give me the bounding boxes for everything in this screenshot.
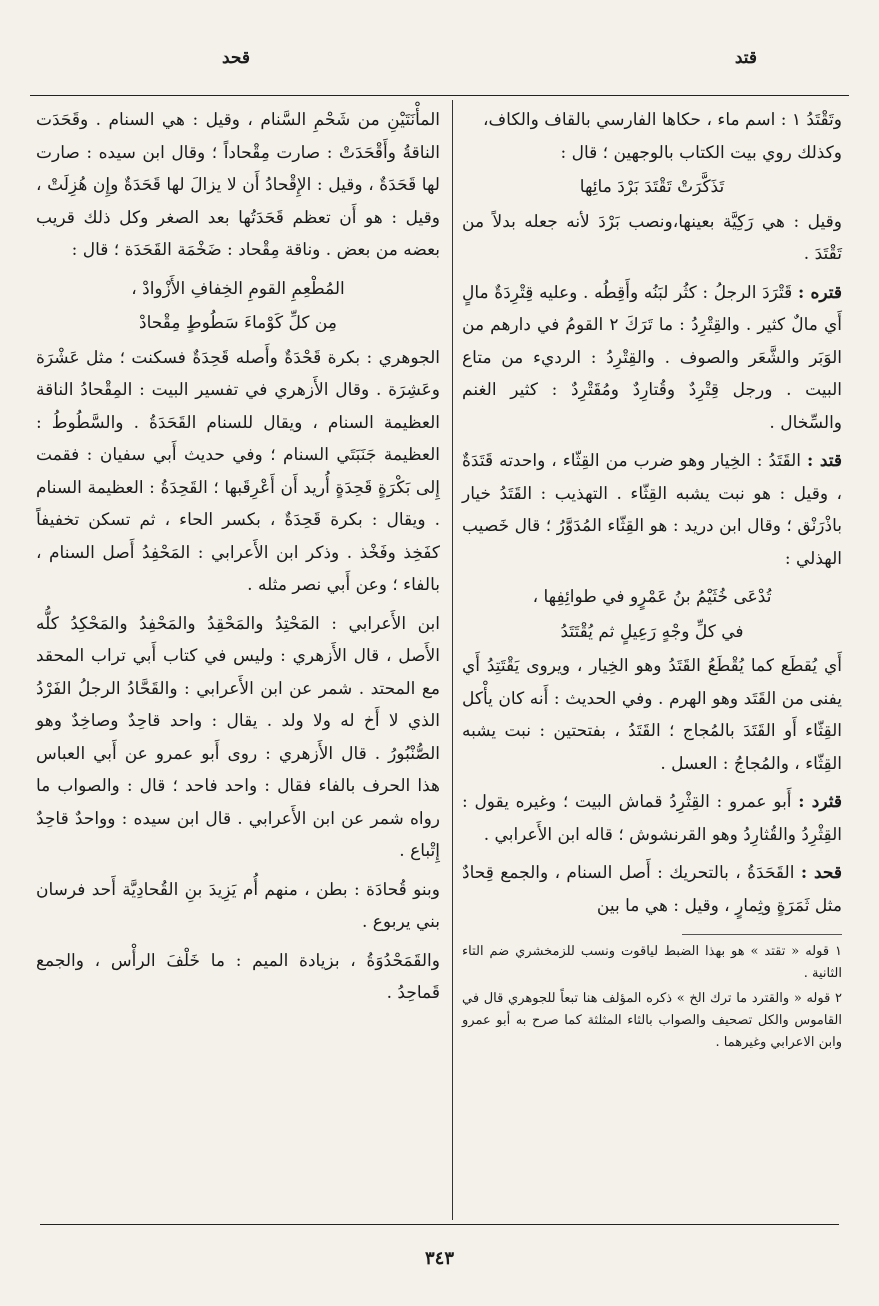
entry-body-qthrd: أَبو عمرو : القِثْرِدُ قماش البيت ؛ وغيره يقول : القِثْرِدُ والقُثارِدُ وهو القرنشوش ؛ قاله ابن الأَعرابي .: [462, 792, 842, 845]
banu-quhada-paragraph: وبنو قُحادَة : بطن ، منهم أُم يَزِيدَ بنِ القُحادِيَّة أَحد فرسان بني يربوع .: [36, 879, 440, 932]
bottom-rule: [40, 1224, 839, 1225]
right-column: [462, 104, 842, 1057]
ibn-arabi-paragraph: ابن الأَعرابي : المَحْتِدُ والمَحْقِدُ والمَحْفِدُ والمَحْكِدُ كلُّه الأَصل ، قال الأَزهري : وليس في كتاب أَبي تراب المحقد مع المحتد . شمر عن ابن الأَعرابي : والقَحَّادُ الرجلُ الفَرْدُ الذي لا أَخ له ولا ولد . يقال : واحد قاحِدٌ وصاخِدٌ وهو الصُّنْبُورُ . قال الأَزهري : روى أَبو عمرو عن أَبي العباس هذا الحرف بالفاء فقال : واحد فاحد ؛ قال : والصواب ما رواه شمر عن ابن الأَعرابي . قال ابن سيده : وواحدٌ قاحِدٌ إِتْباع .: [36, 613, 440, 861]
entry-head-qtd: قتد :: [807, 451, 842, 471]
verse-khasib-1: تُدْعَى خُثَيْمُ بنُ عَمْرٍو في طوائِفِها ،: [532, 587, 772, 607]
entry-body-qtrd: قَتْرَدَ الرجلُ : كثُر لبَنُه وأَقِطُه . وعليه قِتْرِدَةٌ مالٍ أَي مالٌ كثير . والقِتْرِدُ : ما تَرَكَ ٢ القومُ في دارهم من الوَبَر والشَّعَر والصوف . والقِتْرِدُ : الرديء من متاع البيت . ورجل قِتْرِدٌ وقُتارِدٌ ومُقَتْرِدٌ : كثير الغنم والسِّخال .: [462, 282, 842, 433]
intro-line-1: وتَقْتَدُ ١ : اسم ماء ، حكاها الفارسي بالقاف والكاف،: [483, 110, 842, 130]
page-number: ٣٤٣: [424, 1248, 454, 1269]
entry-head-qthrd: قثرد :: [798, 792, 842, 812]
running-header-left: قحد: [222, 48, 251, 68]
footnotes: [462, 941, 842, 1054]
footnote-2: ٢ قوله « والقترد ما ترك الخ » ذكره المؤلف هنا تبعاً للجوهري قال في القاموس والكل تصحيف والصواب بالثاء المثلثة كما صرح به أبو عمرو وابن الاعرابي وغيرهما .: [462, 991, 842, 1050]
entry-head-qtrd: قتره :: [798, 282, 843, 303]
running-header-right: قتد: [734, 48, 757, 68]
entry-qthrd: [462, 786, 842, 851]
verse-khasib-2: في كلِّ وجْهٍ رَعِيلٍ ثم يُقْتَتَدُ: [560, 621, 744, 642]
entry-qtrd: [462, 277, 842, 440]
column-divider: [452, 100, 453, 1220]
footnote-1: ١ قوله « تقتد » هو بهذا الضبط لياقوت ونسب للزمخشري ضم التاء الثانية .: [462, 944, 842, 981]
verse-mutim-1: المُطْعِمِ القومِ الخِفافِ الأَزْوادْ ،: [131, 278, 345, 299]
qhd-continuation: المأْنَتَيْنِ من شَحْمِ السَّنام ، وقيل : هي السنام . وقَحَدَت الناقةُ وأَقْحَدَتْ : صارت مِقْحاداً ؛ وقال ابن سيده : صارت لها قَحَدَةٌ ، وقيل : الإِقْحادُ أَن لا يزالَ لها قَحَدَةٌ وإِن هُزِلَتْ ، وقيل : هو أَن تعظم قَحَدَتُها بعد الصغر وكل ذلك قريب بعضه من بعض . وناقة مِقْحاد : ضَخْمَة القَحَدَة ؛ قال :: [36, 110, 440, 260]
entry-qhd: [462, 857, 842, 922]
entry-body-qhd: القَحَدَةُ ، بالتحريك : أَصل السنام ، والجمع قِحادٌ مثل ثَمَرَةٍ وثِمارٍ ، وقيل : هي ما بين: [462, 863, 842, 916]
footnote-rule: [682, 934, 842, 935]
entry-body-qtd: القَتَدُ : الخِيار وهو ضرب من القِثّاء ، واحدته قَتَدَةٌ ، وقيل : هو نبت يشبه القِثّاء . التهذيب : القَتَدُ خيار باذْرَنْق ؛ وقال ابن دريد : هو القِثّاء المُدَوَّرُ ؛ قال خَصيب الهذلي :: [462, 451, 842, 569]
entry-head-qhd: قحد :: [800, 863, 843, 883]
verse-taqtad: تَذَكَّرَتْ تَقْتَدَ بَرْدَ مائِها: [579, 177, 725, 197]
left-column: [36, 104, 440, 1016]
entry-qtd: [462, 445, 842, 575]
jawhari-paragraph: الجوهري : بكرة قَحْدَةٌ وأَصله قَحِدَةٌ فسكنت ؛ مثل عَشْرَة وعَشِرَة . وقال الأَزهري في تفسير البيت : المِقْحادُ الناقة العظيمة السنام ، ويقال للسنام القَحَدَةُ . والسَّطُوطُ : العظيمة جَنَبَتَي السنام ؛ وفي حديث أَبي سفيان : فقمت إِلى بَكْرَةٍ قَحِدَةٍ أُريد أَن أَعْرِقَبها ؛ القَحِدَةُ : العظيمة السنام . ويقال : بكرة قَحِدَةٌ ، بكسر الحاء ، ثم تسكن تخفيفاً كفَخِذ وفَخْذ . وذكر ابن الأَعرابي : المَحْفِدُ أَصل السنام ، بالفاء ؛ وعن أَبي نصر مثله .: [36, 347, 440, 595]
intro-line-2: وكذلك روي بيت الكتاب بالوجهين ؛ قال :: [560, 142, 842, 163]
taqtad-note: وقيل : هي رَكِيَّة بعينها،ونصب بَرْدَ لأنه جعله بدلاً من تَقْتَدَ .: [462, 211, 842, 264]
qamahduwa-paragraph: والقَمَحْدُوَةُ ، بزيادة الميم : ما خَلْفَ الرأْس ، والجمع قَماحِدُ .: [36, 950, 440, 1003]
top-rule: [30, 95, 849, 96]
qtd-explanation: أَي يُقطَع كما يُقْطَعُ القَتَدُ وهو الخِيار ، ويروى يَقْتَتِدُ أَي يفنى من القَتَد وهو الهرم . وفي الحديث : أَنه كان يأْكل القِثّاء أَو القَتَدَ بالمُجاج ؛ القَتَدُ ، بفتحتين : نبت يشبه القِثّاء ، والمُجاجُ : العسل .: [462, 656, 842, 774]
verse-mutim-2: مِن كلِّ كَوْماءَ سَطُوطٍ مِقْحادْ: [139, 313, 337, 333]
